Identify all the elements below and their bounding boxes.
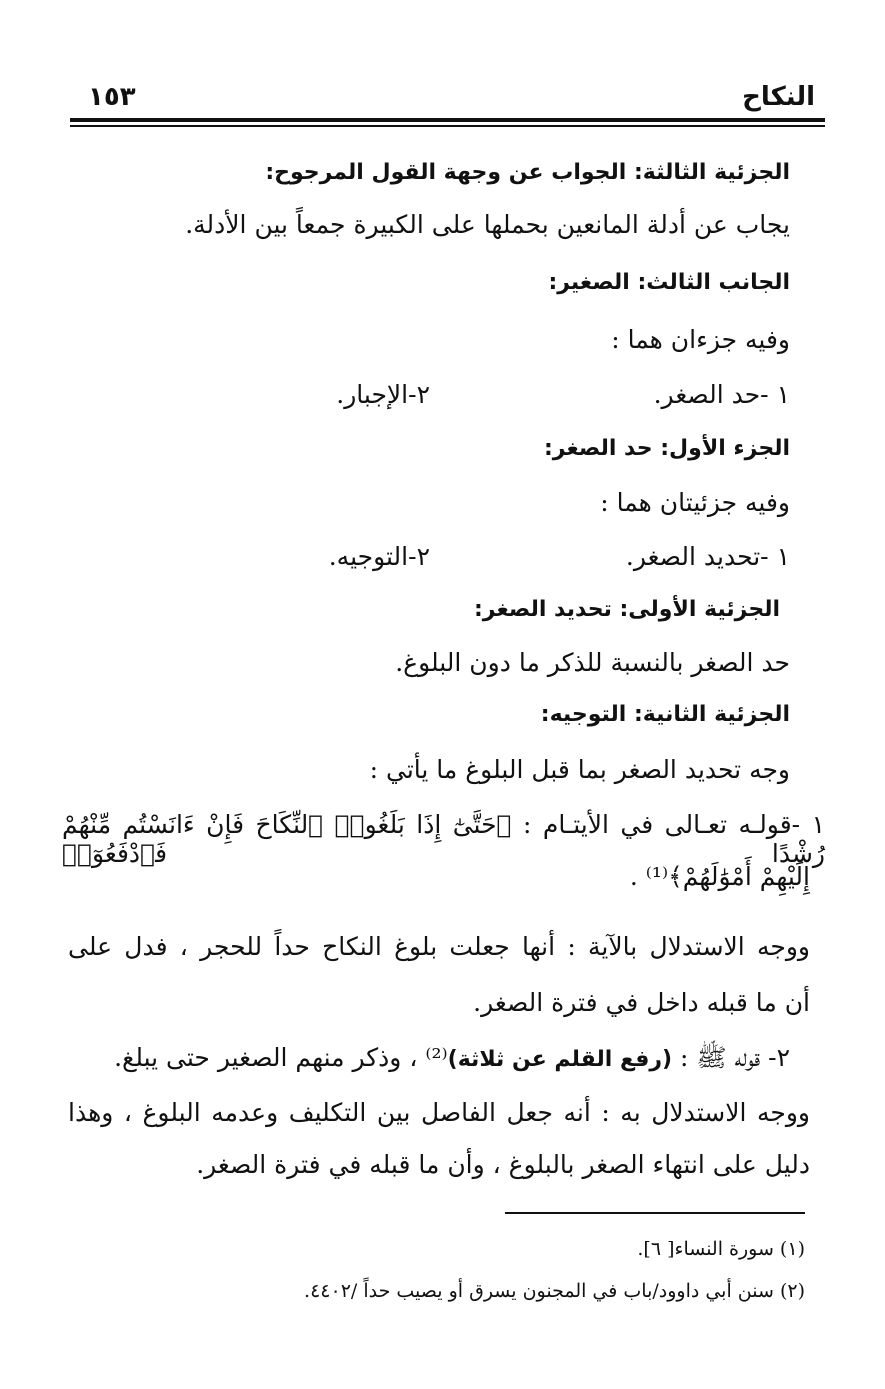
list-item-2: ٢-الإجبار. bbox=[336, 380, 430, 409]
list-item-2b: ٢-التوجيه. bbox=[328, 542, 430, 571]
subheading-first: الجزئية الأولى: تحديد الصغر: bbox=[474, 597, 780, 622]
list-item-1: ١ -حد الصغر. bbox=[653, 380, 790, 409]
footnote-1: (١) سورة النساء[ ٦]. bbox=[637, 1238, 805, 1260]
chapter-title: النكاح bbox=[742, 82, 815, 112]
paragraph-two-parts: وفيه جزءان هما : bbox=[611, 325, 790, 354]
paragraph-verse-line1: ١ -قولـه تعـالى في الأيتـام : ﴿حَتَّىٰٓ إِذَا بَلَغُوا۟ ٱلنِّكَاحَ فَإِنْ ءَانَسْتُم مِّنْهُمْ رُشْدًا فَٱدْفَعُوٓا۟ bbox=[62, 810, 825, 868]
paragraph-hadith bbox=[114, 1042, 790, 1079]
heading-section3: الجانب الثالث: الصغير: bbox=[548, 270, 790, 295]
paragraph-inference2-end: دليل على انتهاء الصغر بالبلوغ ، وأن ما قبله في فترة الصغر. bbox=[196, 1150, 810, 1179]
footnote-separator bbox=[505, 1212, 805, 1214]
paragraph-inference2: ووجه الاستدلال به : أنه جعل الفاصل بين التكليف وعدمه البلوغ ، وهذا bbox=[68, 1098, 810, 1127]
footnote-2: (٢) سنن أبي داوود/باب في المجنون يسرق أو يصيب حداً /٤٤٠٢. bbox=[304, 1280, 805, 1302]
paragraph-reasons: وجه تحديد الصغر بما قبل البلوغ ما يأتي : bbox=[369, 755, 790, 784]
hadith-prefix: ٢- قوله ﷺ : bbox=[672, 1043, 790, 1072]
header-rule-thick bbox=[70, 118, 825, 122]
subheading-second: الجزئية الثانية: التوجيه: bbox=[540, 702, 790, 727]
page-number: ١٥٣ bbox=[88, 82, 136, 112]
hadith-quote: (رفع القلم عن ثلاثة) bbox=[447, 1047, 673, 1072]
subheading-part3: الجزئية الثالثة: الجواب عن وجهة القول المرجوح: bbox=[265, 160, 790, 185]
paragraph-two-subparts: وفيه جزئيتان هما : bbox=[600, 488, 790, 517]
paragraph-verse-line2: إِلَيْهِمْ أَمْوَٰلَهُمْ﴾⁽¹⁾ . bbox=[629, 862, 810, 891]
paragraph-inference1-end: أن ما قبله داخل في فترة الصغر. bbox=[473, 988, 810, 1017]
hadith-suffix: ⁽²⁾ ، وذكر منهم الصغير حتى يبلغ. bbox=[114, 1043, 448, 1072]
heading-part1: الجزء الأول: حد الصغر: bbox=[544, 436, 790, 461]
list-item-1b: ١ -تحديد الصغر. bbox=[625, 542, 790, 571]
paragraph-inference1: ووجه الاستدلال بالآية : أنها جعلت بلوغ النكاح حداً للحجر ، فدل على bbox=[68, 932, 810, 961]
paragraph-definition: حد الصغر بالنسبة للذكر ما دون البلوغ. bbox=[395, 648, 790, 677]
paragraph-answer: يجاب عن أدلة المانعين بحملها على الكبيرة جمعاً بين الأدلة. bbox=[185, 210, 790, 239]
header-rule-thin bbox=[70, 125, 825, 127]
